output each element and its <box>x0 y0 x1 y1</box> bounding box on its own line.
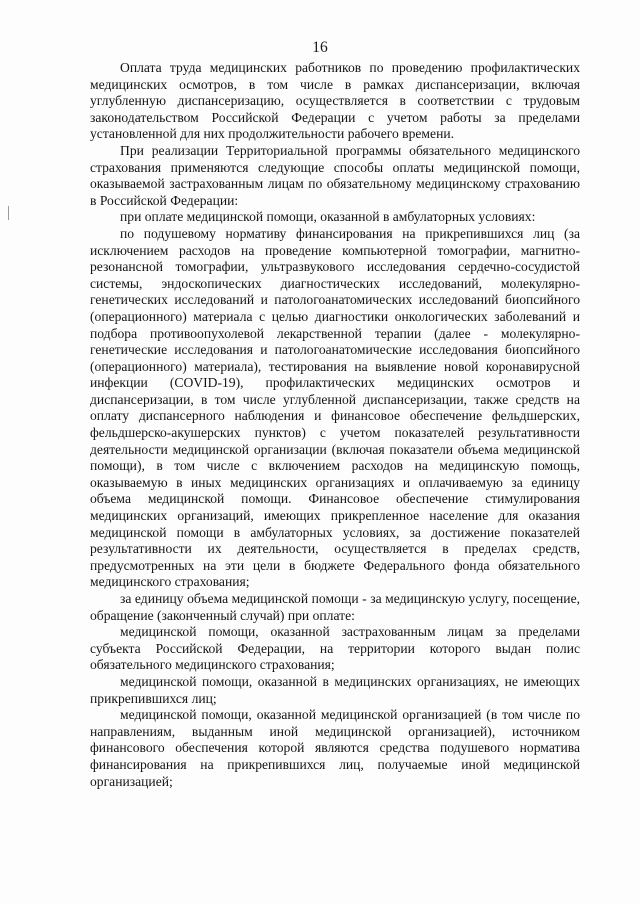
paragraph-outpatient-payment: при оплате медицинской помощи, оказанной в амбулаторных условиях: <box>120 209 536 225</box>
paragraph-labor-payment: Оплата труда медицинских работников по проведению профилактических медицинских осмотров, в том числе в рамках диспансеризации, включая углубленную диспансеризацию, осуществляется в соответствии с трудовым законодательством Российской Федерации с учетом работы за пределами установленной для них продолжительности рабочего времени. <box>90 60 580 142</box>
paragraph-per-capita-standard: по подушевому нормативу финансирования на прикрепившихся лиц (за исключением расходов на проведение компьютерной томографии, магнитно-резонансной томографии, ультразвукового исследования сердечно-сосудистой системы, эндоскопических диагностических исследований, молекулярно-генетических исследований и патологоанатомических исследований биопсийного (операционного) материала с целью диагностики онкологических заболеваний и подбора противоопухолевой лекарственной терапии (далее - молекулярно-генетические исследования и патологоанатомические исследования биопсийного (операционного) материала), тестирования на выявление новой коронавирусной инфекции (COVID-19), профилактических медицинских осмотров и диспансеризации, в том числе углубленной диспансеризации, также средств на оплату диспансерного наблюдения и финансовое обеспечение фельдшерских, фельдшерско-акушерских пунктов) с учетом показателей результативности деятельности медицинской организации (включая показатели объема медицинской помощи), в том числе с включением расходов на медицинскую помощь, оказываемую в иных медицинских организациях и оплачиваемую за единицу объема медицинской помощи. Финансовое обеспечение стимулирования медицинских организаций, имеющих прикрепленное население для оказания медицинской помощи в амбулаторных условиях, за достижение показателей результативности их деятельности, осуществляется в пределах средств, предусмотренных на эти цели в бюджете Федерального фонда обязательного медицинского страхования; <box>90 225 580 590</box>
page-number: 16 <box>312 39 328 56</box>
document-body <box>90 60 580 790</box>
paragraph-no-attached-persons: медицинской помощи, оказанной в медицинских организациях, не имеющих прикрепившихся лиц; <box>90 673 580 706</box>
paragraph-unit-of-volume: за единицу объема медицинской помощи - за медицинскую услугу, посещение, обращение (законченный случай) при оплате: <box>90 591 580 623</box>
paragraph-other-organization: медицинской помощи, оказанной медицинской организацией (в том числе по направлениям, выданным иной медицинской организацией), источником финансового обеспечения которой являются средства подушевого норматива финансирования на прикрепившихся лиц, получаемые иной медицинской организацией; <box>90 707 580 789</box>
paragraph-outside-region: медицинской помощи, оказанной застрахованным лицам за пределами субъекта Российской Федерации, на территории которого выдан полис обязательного медицинского страхования; <box>90 624 580 673</box>
paragraph-payment-methods-intro: При реализации Территориальной программы обязательного медицинского страхования применяются следующие способы оплаты медицинской помощи, оказываемой застрахованным лицам по обязательному медицинскому страхованию в Российской Федерации: <box>90 142 580 208</box>
margin-mark <box>8 206 9 220</box>
